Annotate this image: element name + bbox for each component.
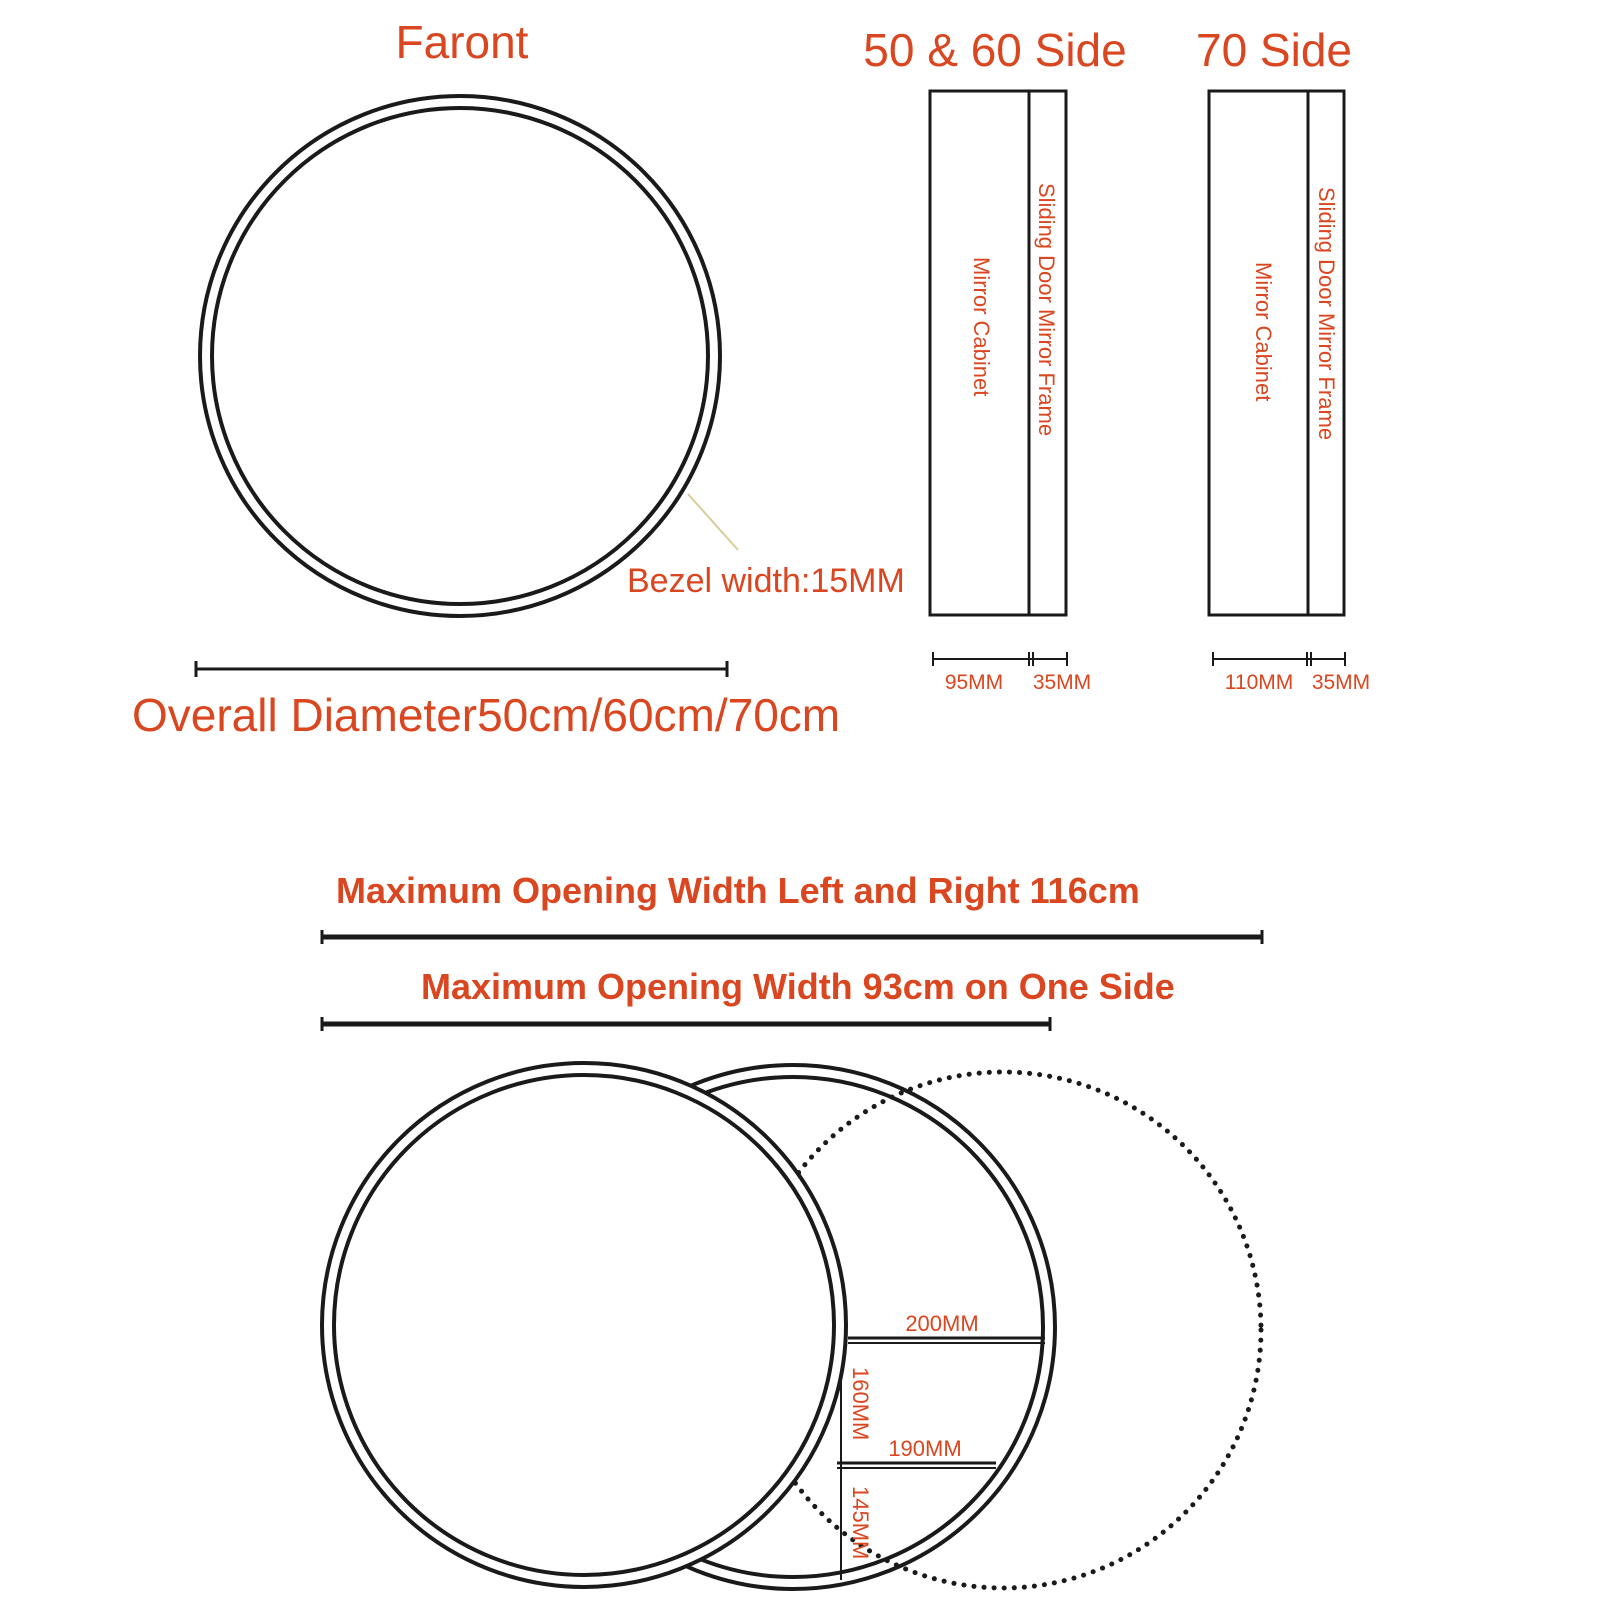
opening-width-section bbox=[322, 870, 1262, 1031]
opening-width-one-side-line bbox=[322, 1017, 1050, 1031]
sliding-door-outer-ring bbox=[322, 1063, 846, 1587]
side-70-depth-dimension bbox=[1213, 652, 1345, 666]
opening-width-both-sides-line bbox=[322, 930, 1262, 944]
side-50-60-cabinet-label: Mirror Cabinet bbox=[969, 257, 994, 397]
shelf-upper-gap-label: 160MM bbox=[848, 1367, 873, 1441]
bezel-width-label: Bezel width:15MM bbox=[627, 562, 905, 600]
front-view-title: Faront bbox=[395, 16, 529, 68]
bezel-leader-line bbox=[688, 494, 738, 550]
front-mirror-inner-ring bbox=[212, 108, 708, 604]
open-cabinet-view bbox=[322, 1063, 1261, 1589]
opening-width-both-sides-label: Maximum Opening Width Left and Right 116cm bbox=[336, 870, 1140, 911]
front-view bbox=[132, 16, 905, 741]
shelf-top-width-label: 200MM bbox=[905, 1311, 979, 1336]
overall-diameter-label: Overall Diameter50cm/60cm/70cm bbox=[132, 689, 841, 741]
side-50-60-frame-label: Sliding Door Mirror Frame bbox=[1034, 183, 1059, 437]
side-50-60-frame-depth: 35MM bbox=[1032, 671, 1092, 694]
side-50-60-title: 50 & 60 Side bbox=[863, 24, 1127, 76]
side-50-60-depth-dimension bbox=[933, 652, 1067, 666]
diameter-dimension-line bbox=[196, 661, 727, 677]
opening-width-one-side-label: Maximum Opening Width 93cm on One Side bbox=[421, 966, 1175, 1007]
side-50-60-cabinet-depth: 95MM bbox=[944, 671, 1004, 694]
side-70-frame-label: Sliding Door Mirror Frame bbox=[1314, 187, 1339, 441]
side-70-title: 70 Side bbox=[1195, 24, 1353, 76]
shelf-lower-gap-label: 145MM bbox=[848, 1486, 873, 1560]
front-mirror-outer-ring bbox=[200, 96, 720, 616]
side-view-70 bbox=[1196, 24, 1370, 694]
side-70-cabinet-label: Mirror Cabinet bbox=[1251, 262, 1276, 402]
shelf-middle-width-label: 190MM bbox=[888, 1436, 962, 1461]
side-70-cabinet-depth: 110MM bbox=[1224, 671, 1294, 694]
side-70-frame-depth: 35MM bbox=[1311, 671, 1371, 694]
